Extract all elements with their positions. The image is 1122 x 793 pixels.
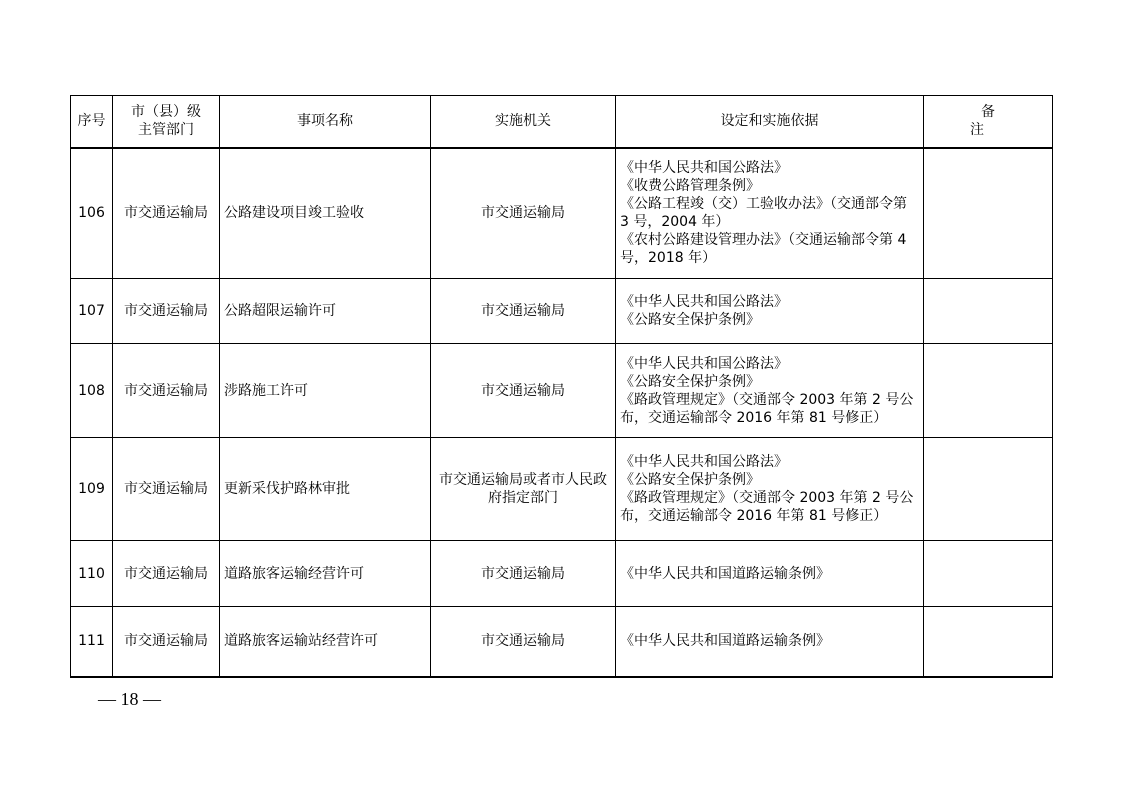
row-item-name: 道路旅客运输站经营许可 [220, 607, 431, 677]
table-row [71, 541, 1053, 607]
header-remarks [924, 96, 1053, 148]
row-no: 110 [71, 541, 113, 607]
row-basis [616, 541, 924, 607]
header-authority: 实施机关 [431, 96, 616, 148]
row-no: 107 [71, 279, 113, 344]
page-number: — 18 — [98, 689, 161, 709]
basis-line: 《公路安全保护条例》 [620, 312, 760, 328]
table-row [71, 438, 1053, 541]
row-basis [616, 148, 924, 279]
row-no: 111 [71, 607, 113, 677]
basis-line: 《公路安全保护条例》 [620, 472, 760, 488]
row-basis [616, 344, 924, 438]
row-basis [616, 607, 924, 677]
basis-line: 《公路工程竣（交）工验收办法》（交通部令第 3 号，2004 年） [620, 196, 907, 231]
row-basis [616, 279, 924, 344]
table-row [71, 344, 1053, 438]
row-no: 109 [71, 438, 113, 541]
row-dept: 市交通运输局 [113, 541, 220, 607]
header-item-name: 事项名称 [220, 96, 431, 148]
row-dept: 市交通运输局 [113, 344, 220, 438]
basis-line: 《中华人民共和国道路运输条例》 [620, 633, 830, 650]
row-remarks [924, 438, 1053, 541]
permits-table [70, 95, 1053, 678]
header-basis: 设定和实施依据 [616, 96, 924, 148]
row-remarks [924, 148, 1053, 279]
table-row [71, 607, 1053, 677]
row-item-name: 更新采伐护路林审批 [220, 438, 431, 541]
row-item-name: 公路超限运输许可 [220, 279, 431, 344]
row-authority: 市交通运输局 [431, 344, 616, 438]
row-dept: 市交通运输局 [113, 438, 220, 541]
row-basis [616, 438, 924, 541]
basis-line: 《公路安全保护条例》 [620, 373, 760, 390]
row-no: 108 [71, 344, 113, 438]
basis-line: 《农村公路建设管理办法》（交通运输部令第 4 号，2018 年） [620, 232, 907, 267]
row-remarks [924, 541, 1053, 607]
header-remarks-label: 备 注 [970, 104, 1017, 139]
row-dept: 市交通运输局 [113, 279, 220, 344]
header-dept-line2: 主管部门 [138, 122, 194, 139]
table-row [71, 279, 1053, 344]
basis-line: 《中华人民共和国公路法》 [620, 294, 788, 310]
row-authority: 市交通运输局 [431, 148, 616, 279]
row-no: 106 [71, 148, 113, 279]
basis-line: 《中华人民共和国公路法》 [620, 160, 788, 177]
row-item-name: 涉路施工许可 [220, 344, 431, 438]
header-dept-line1: 市（县）级 [131, 104, 201, 121]
row-dept: 市交通运输局 [113, 148, 220, 279]
basis-line: 《路政管理规定》（交通部令 2003 年第 2 号公布，交通运输部令 2016 年第 81 号修正） [620, 391, 914, 426]
header-no: 序号 [71, 96, 113, 148]
row-item-name: 道路旅客运输经营许可 [220, 541, 431, 607]
basis-line: 《中华人民共和国公路法》 [620, 454, 788, 470]
row-dept: 市交通运输局 [113, 607, 220, 677]
row-remarks [924, 344, 1053, 438]
basis-line: 《中华人民共和国道路运输条例》 [620, 565, 830, 582]
table-header-row [71, 96, 1053, 148]
row-remarks [924, 279, 1053, 344]
header-dept [113, 96, 220, 148]
basis-line: 《收费公路管理条例》 [620, 178, 760, 195]
row-item-name: 公路建设项目竣工验收 [220, 148, 431, 279]
row-authority: 市交通运输局 [431, 607, 616, 677]
row-authority: 市交通运输局 [431, 279, 616, 344]
basis-line: 《中华人民共和国公路法》 [620, 355, 788, 372]
row-authority: 市交通运输局或者市人民政府指定部门 [431, 438, 616, 541]
row-remarks [924, 607, 1053, 677]
row-authority: 市交通运输局 [431, 541, 616, 607]
basis-line: 《路政管理规定》（交通部令 2003 年第 2 号公布，交通运输部令 2016 年第 81 号修正） [620, 490, 914, 524]
table-row [71, 148, 1053, 279]
